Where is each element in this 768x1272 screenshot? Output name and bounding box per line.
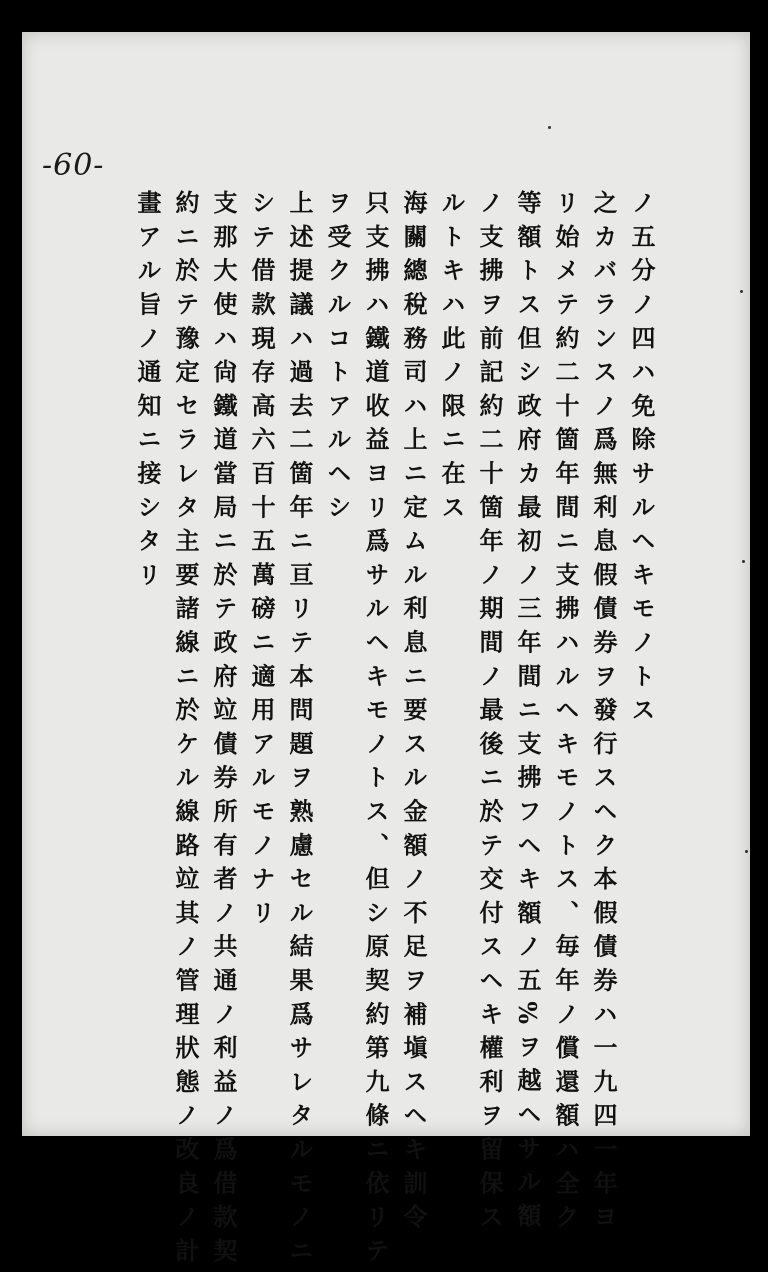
text-column: 等額トス但シ政府カ最初ノ三年間ニ支拂フヘキ額ノ五%ヲ越ヘサル額 [513, 190, 542, 1237]
text-column: ルトキハ此ノ限ニ在ス [437, 190, 466, 528]
margin-speck [742, 560, 745, 563]
text-column: シテ借款現存高六百十五萬磅ニ適用アルモノナリ [247, 190, 276, 934]
text-column: 之カバランスノ爲無利息假債券ヲ發行スヘク本假債券ハ一九四一年ヨ [589, 190, 618, 1238]
vertical-text-block [133, 190, 660, 1272]
binding-edge [750, 0, 768, 1159]
text-column: リ始メテ約二十箇年間ニ支拂ハルヘキモノトス、毎年ノ償還額ハ全ク [551, 190, 580, 1238]
margin-speck [745, 850, 748, 853]
text-column: ヲ受クルコトアルヘシ [323, 190, 352, 528]
page-number: -60- [42, 148, 105, 183]
margin-speck [740, 290, 743, 293]
text-column: 海關總稅務司ハ上ニ定ムル利息ニ要スル金額ノ不足ヲ補塡スヘキ訓令 [399, 190, 428, 1238]
text-column: 支那大使ハ尙鐵道當局ニ於テ政府竝債券所有者ノ共通ノ利益ノ爲借款契 [209, 190, 238, 1272]
text-column: 約ニ於テ豫定セラレタ主要諸線ニ於ケル線路竝其ノ管理狀態ノ改良ノ計 [171, 190, 200, 1272]
text-column: 上述提議ハ過去二箇年ニ亘リテ本問題ヲ熟慮セル結果爲サレタルモノニ [285, 190, 314, 1272]
margin-speck [548, 126, 551, 129]
text-column: 畫アル旨ノ通知ニ接シタリ [133, 190, 162, 596]
text-column: ノ五分ノ四ハ免除サルヘキモノトス [627, 190, 656, 731]
text-column: 只支拂ハ鐵道收益ヨリ爲サルヘキモノトス、但シ原契約第九條ニ依リテ [361, 190, 390, 1272]
text-column: ノ支拂ヲ前記約二十箇年ノ期間ノ最後ニ於テ交付スヘキ權利ヲ留保ス [475, 190, 504, 1238]
